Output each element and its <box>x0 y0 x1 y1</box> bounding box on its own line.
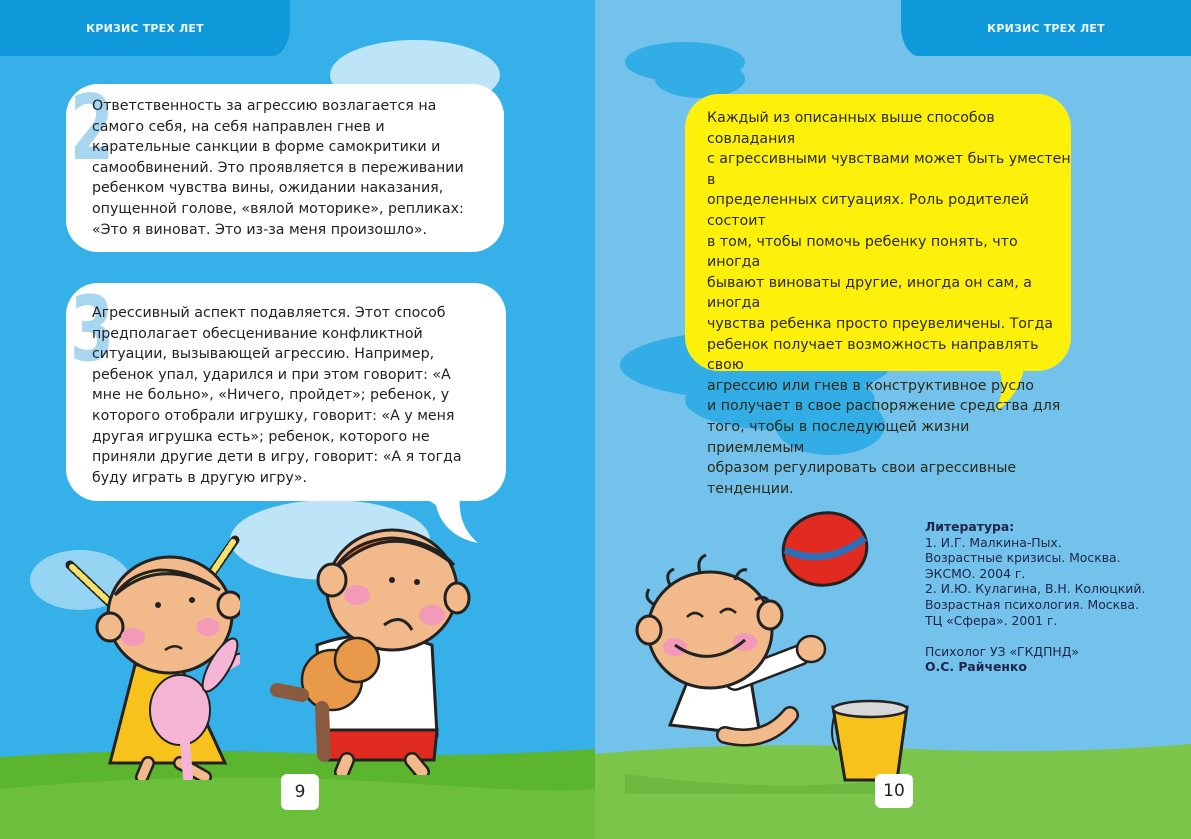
literature-item: Возрастные кризисы. Москва. <box>925 550 1121 566</box>
speech-bubble-2 <box>66 76 504 252</box>
page-number: 10 <box>875 774 913 808</box>
author-role: Психолог УЗ «ГКДПНД» <box>925 643 1079 659</box>
girl-illustration <box>30 515 240 780</box>
running-header: КРИЗИС ТРЕХ ЛЕТ <box>987 21 1105 35</box>
header-band <box>901 0 1191 56</box>
bubble-number: 3 <box>70 277 114 382</box>
literature-heading: Литература: <box>925 519 1015 534</box>
literature-block <box>925 519 1145 675</box>
literature-item: 1. И.Г. Малкина-Пых. <box>925 534 1062 550</box>
bubble-number: 2 <box>70 76 114 181</box>
header-band <box>0 0 290 56</box>
speech-bubble-3 <box>66 277 506 501</box>
literature-item: ТЦ «Сфера». 2001 г. <box>925 612 1058 628</box>
cloud <box>655 60 745 98</box>
speech-bubble-yellow <box>685 94 1071 497</box>
bubble-text: Агрессивный аспект подавляется. Этот способ предполагает обесценивание конфликтной ситуации, вызывающей агрессию. Например, ребенок упал, ударился и при этом говорит: «А мне не больно», «Ничего, пройдет»; ребенок, у которого отобрали игрушку, говорит: «А у меня другая игрушка есть»; ребенок, которого не приняли другие дети в игру, говорит: «А я тогда буду играть в другую игру». <box>92 305 462 486</box>
literature-item: 2. И.Ю. Кулагина, В.Н. Колюцкий. <box>925 581 1146 597</box>
running-header: КРИЗИС ТРЕХ ЛЕТ <box>86 21 204 35</box>
bubble-text: Каждый из описанных выше способов совладания с агрессивными чувствами может быть уместен в определенных ситуациях. Роль родителей состоит в том, чтобы помочь ребенку понять, что иногда бывают виноваты другие, иногда он сам, а иногда чувства ребенка просто преувеличены. Тогда ребенок получает возможность направлять свою агрессию или гнев в конструктивное русло и получает в свое распоряжение средства для того, чтобы в последующей жизни приемлемым образом регулировать свои агрессивные тенденции. <box>707 110 1071 497</box>
baby-illustration <box>615 545 845 770</box>
literature-item: Возрастная психология. Москва. <box>925 596 1139 612</box>
left-page <box>0 0 595 839</box>
bubble-text: Ответственность за агрессию возлагается на самого себя, на себя направлен гнев и карательные санкции в форме самокритики и самообвинений. Это проявляется в переживании ребенком чувства вины, ожидании наказания, опущенной голове, «вялой моторике», репликах: «Это я виноват. Это из-за меня произошло». <box>92 98 464 238</box>
literature-item: ЭКСМО. 2004 г. <box>925 565 1026 581</box>
bucket-illustration <box>823 695 915 785</box>
author-name: О.С. Райченко <box>925 659 1027 675</box>
right-page <box>595 0 1191 839</box>
page-number: 9 <box>281 774 319 810</box>
boy-illustration <box>262 520 482 775</box>
